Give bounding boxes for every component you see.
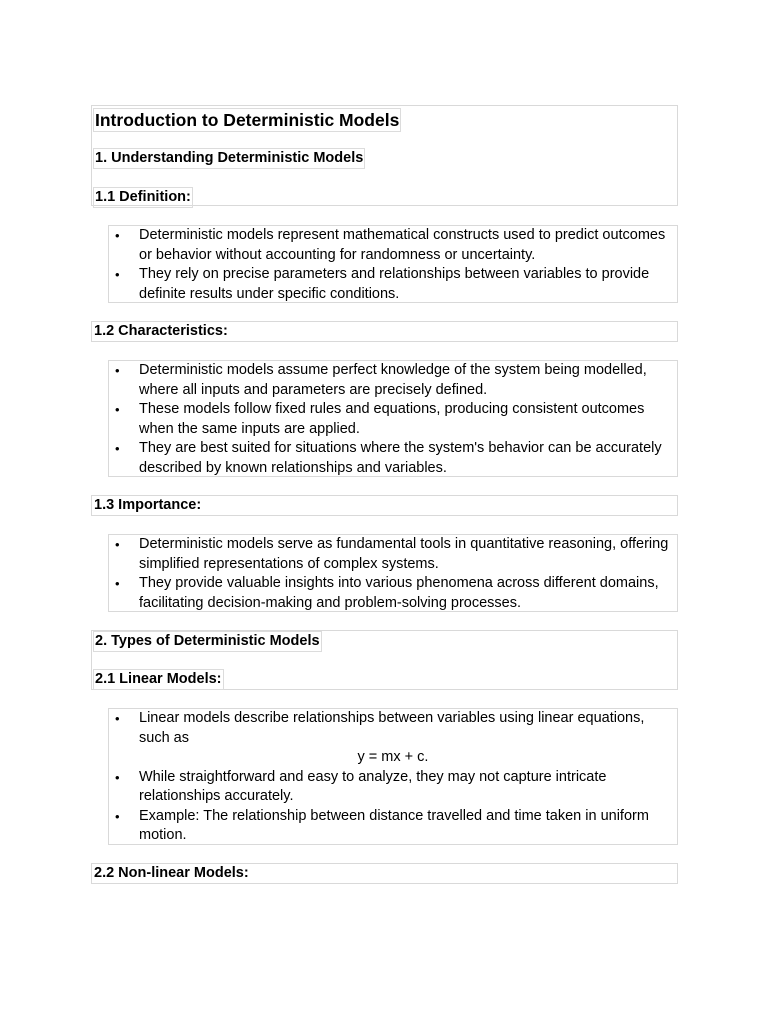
list-item: • Deterministic models represent mathematical constructs used to predict outcomes or behavior without accounting for randomness or uncertainty. <box>109 226 677 265</box>
linear-bullet-list <box>109 709 677 846</box>
section-1-heading: 1. Understanding Deterministic Models <box>93 148 365 169</box>
definition-heading: 1.1 Definition: <box>93 187 193 208</box>
definition-bullet-list <box>109 226 677 304</box>
characteristics-bullet-list <box>109 361 677 478</box>
characteristics-bullets-block <box>108 360 678 477</box>
nonlinear-heading-block <box>91 863 678 884</box>
characteristics-heading-block <box>91 321 678 342</box>
intro-header-block <box>91 105 678 206</box>
importance-bullet-list <box>109 535 677 613</box>
list-item: • Deterministic models serve as fundamental tools in quantitative reasoning, offering simplified representations of complex systems. <box>109 535 677 574</box>
importance-bullets-block <box>108 534 678 612</box>
nonlinear-models-heading: 2.2 Non-linear Models: <box>94 865 249 881</box>
section-2-header-block <box>91 630 678 690</box>
list-item <box>109 709 677 768</box>
list-item: • They provide valuable insights into various phenomena across different domains, facilitating decision-making and problem-solving processes. <box>109 574 677 613</box>
linear-models-heading: 2.1 Linear Models: <box>93 669 224 690</box>
section-2-heading: 2. Types of Deterministic Models <box>93 631 322 652</box>
list-item: • These models follow fixed rules and equations, producing consistent outcomes when the same inputs are applied. <box>109 400 677 439</box>
linear-equation: y = mx + c. <box>357 749 429 765</box>
linear-bullet-text: Linear models describe relationships between variables using linear equations, such as <box>139 710 645 746</box>
characteristics-heading: 1.2 Characteristics: <box>94 323 228 339</box>
linear-bullets-block <box>108 708 678 845</box>
list-item: • They are best suited for situations where the system's behavior can be accurately described by known relationships and variables. <box>109 439 677 478</box>
document-title: Introduction to Deterministic Models <box>95 110 400 130</box>
list-item: • Example: The relationship between distance travelled and time taken in uniform motion. <box>109 807 677 846</box>
importance-heading-block <box>91 495 678 516</box>
definition-bullets-block <box>108 225 678 303</box>
list-item: • They rely on precise parameters and relationships between variables to provide definite results under specific conditions. <box>109 265 677 304</box>
list-item: • While straightforward and easy to analyze, they may not capture intricate relationships accurately. <box>109 768 677 807</box>
list-item: • Deterministic models assume perfect knowledge of the system being modelled, where all inputs and parameters are precisely defined. <box>109 361 677 400</box>
importance-heading: 1.3 Importance: <box>94 497 202 513</box>
